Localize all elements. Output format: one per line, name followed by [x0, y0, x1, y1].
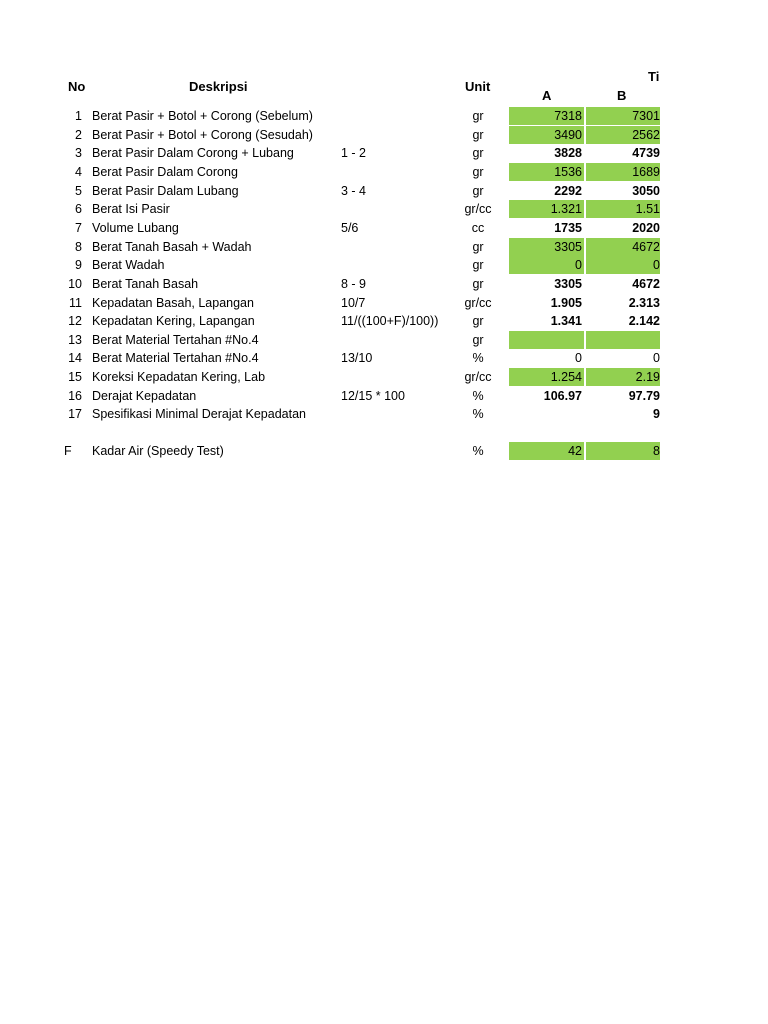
- row-value-a: 0: [509, 256, 584, 274]
- kadar-air-value-b: 8: [586, 442, 660, 460]
- row-unit: gr/cc: [464, 296, 492, 310]
- row-description: Berat Pasir Dalam Corong + Lubang: [92, 146, 294, 160]
- kadar-air-description: Kadar Air (Speedy Test): [92, 444, 224, 458]
- row-value-b: 4739: [632, 146, 660, 160]
- row-number: 17: [68, 407, 82, 421]
- row-formula: 10/7: [341, 296, 366, 310]
- row-value-b: 0: [586, 256, 660, 274]
- row-value-a: 106.97: [543, 389, 582, 403]
- row-unit: gr: [472, 165, 484, 179]
- row-value-b: 2.142: [628, 314, 660, 328]
- row-value-a: 1.905: [550, 296, 582, 310]
- row-unit: gr: [472, 333, 484, 347]
- row-value-a: [509, 405, 584, 423]
- row-description: Berat Material Tertahan #No.4: [92, 351, 259, 365]
- row-formula: 13/10: [341, 351, 373, 365]
- row-description: Berat Pasir + Botol + Corong (Sebelum): [92, 109, 313, 123]
- row-number: 16: [68, 389, 82, 403]
- row-value-a: 1.254: [509, 368, 584, 386]
- row-value-b: 4672: [632, 277, 660, 291]
- row-number: 7: [75, 221, 82, 235]
- row-value-a: 2292: [554, 184, 582, 198]
- row-description: Volume Lubang: [92, 221, 179, 235]
- row-value-a: 3490: [509, 126, 584, 144]
- row-description: Berat Pasir + Botol + Corong (Sesudah): [92, 128, 313, 142]
- row-unit: gr: [472, 240, 484, 254]
- row-value-b: [586, 331, 660, 349]
- row-number: 10: [68, 277, 82, 291]
- row-formula: 11/((100+F)/100)): [341, 314, 439, 328]
- row-unit: gr: [472, 314, 484, 328]
- row-value-b: 7301: [586, 107, 660, 125]
- row-unit: %: [472, 407, 484, 421]
- row-value-a: 1.321: [509, 200, 584, 218]
- row-value-a: 1735: [554, 221, 582, 235]
- header-col-b: B: [617, 88, 627, 103]
- header-col-a: A: [542, 88, 552, 103]
- row-formula: 1 - 2: [341, 146, 367, 160]
- kadar-air-label: F: [64, 444, 72, 458]
- row-description: Derajat Kepadatan: [92, 389, 197, 403]
- row-value-a: 1536: [509, 163, 584, 181]
- header-deskripsi: Deskripsi: [189, 79, 248, 94]
- row-value-b: 1689: [586, 163, 660, 181]
- kadar-air-value-a: 42: [509, 442, 584, 460]
- row-unit: gr: [472, 277, 484, 291]
- row-formula: 8 - 9: [341, 277, 367, 291]
- row-unit: gr: [472, 184, 484, 198]
- row-value-b: 2.313: [628, 296, 660, 310]
- row-number: 13: [68, 333, 82, 347]
- row-value-b: 97.79: [628, 389, 660, 403]
- row-number: 1: [75, 109, 82, 123]
- row-description: Berat Tanah Basah + Wadah: [92, 240, 252, 254]
- row-unit: gr/cc: [464, 202, 492, 216]
- row-description: Berat Pasir Dalam Lubang: [92, 184, 239, 198]
- row-value-a: 1.341: [550, 314, 582, 328]
- row-value-a: 0: [575, 351, 582, 365]
- row-value-a: 3828: [554, 146, 582, 160]
- row-unit: %: [472, 389, 484, 403]
- row-description: Berat Pasir Dalam Corong: [92, 165, 238, 179]
- header-titik: Ti: [648, 69, 660, 84]
- row-value-b: 1.51: [586, 200, 660, 218]
- row-number: 6: [75, 202, 82, 216]
- row-formula: 12/15 * 100: [341, 389, 405, 403]
- row-number: 11: [69, 296, 82, 310]
- row-value-b: 4672: [586, 238, 660, 256]
- row-number: 2: [75, 128, 82, 142]
- row-number: 3: [75, 146, 82, 160]
- row-unit: %: [472, 351, 484, 365]
- row-description: Kepadatan Basah, Lapangan: [92, 296, 254, 310]
- row-value-b: 0: [653, 351, 660, 365]
- row-value-b: 2.19: [586, 368, 660, 386]
- row-value-a: [509, 331, 584, 349]
- row-unit: gr: [472, 258, 484, 272]
- header-unit: Unit: [465, 79, 491, 94]
- row-unit: gr: [472, 109, 484, 123]
- row-description: Kepadatan Kering, Lapangan: [92, 314, 255, 328]
- row-description: Berat Wadah: [92, 258, 165, 272]
- row-number: 8: [75, 240, 82, 254]
- row-number: 9: [75, 258, 82, 272]
- row-unit: gr: [472, 146, 484, 160]
- row-formula: 3 - 4: [341, 184, 367, 198]
- row-value-b: 2562: [586, 126, 660, 144]
- row-value-a: 7318: [509, 107, 584, 125]
- row-value-a: 3305: [509, 238, 584, 256]
- row-description: Koreksi Kepadatan Kering, Lab: [92, 370, 266, 384]
- row-number: 5: [75, 184, 82, 198]
- row-unit: gr/cc: [464, 370, 492, 384]
- kadar-air-unit: %: [472, 444, 484, 458]
- row-number: 4: [75, 165, 82, 179]
- row-number: 12: [68, 314, 82, 328]
- header-no: No: [68, 79, 86, 94]
- row-description: Spesifikasi Minimal Derajat Kepadatan: [92, 407, 306, 421]
- row-value-b: 2020: [632, 221, 660, 235]
- row-formula: 5/6: [341, 221, 359, 235]
- row-description: Berat Tanah Basah: [92, 277, 199, 291]
- row-value-a: 3305: [554, 277, 582, 291]
- row-description: Berat Material Tertahan #No.4: [92, 333, 259, 347]
- row-value-b: 3050: [632, 184, 660, 198]
- row-unit: cc: [471, 221, 485, 235]
- row-number: 14: [68, 351, 82, 365]
- row-value-b: 9: [653, 407, 660, 421]
- row-unit: gr: [472, 128, 484, 142]
- row-number: 15: [68, 370, 82, 384]
- row-description: Berat Isi Pasir: [92, 202, 170, 216]
